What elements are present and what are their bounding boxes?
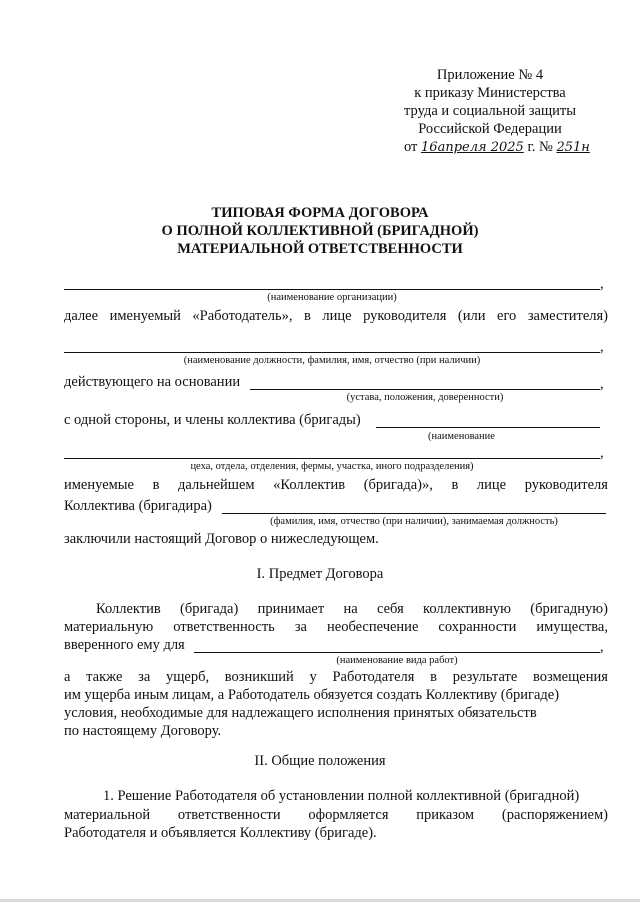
s1-row-3: вверенного ему для <box>64 637 185 653</box>
word: ответственности <box>177 807 281 823</box>
word: руководителя <box>363 308 447 324</box>
word: себя <box>377 601 404 617</box>
caption-name: (наименование <box>428 431 495 442</box>
appendix-number: Приложение № 4 <box>436 67 544 83</box>
page-bottom-edge <box>0 899 640 902</box>
appendix-ministry: труда и социальной защиты <box>404 103 576 119</box>
word: возникший <box>224 669 294 685</box>
word: в <box>451 477 459 493</box>
s1-row-1 <box>96 600 608 618</box>
s1-row-4 <box>64 668 608 686</box>
word: (или <box>457 308 486 324</box>
section-1-heading: I. Предмет Договора <box>256 566 384 582</box>
word: Коллектив <box>96 601 161 617</box>
s1-row-2 <box>64 618 608 636</box>
caption-basis: (устава, положения, доверенности) <box>346 392 504 403</box>
word: далее <box>64 308 99 324</box>
caption-organization: (наименование организации) <box>267 292 397 303</box>
s1-row-5: им ущерба иным лицам, а Работодатель обязуется создать Коллективу (бригаде) <box>64 687 560 703</box>
word: лице <box>476 477 507 493</box>
title-line-2: О ПОЛНОЙ КОЛЛЕКТИВНОЙ (БРИГАДНОЙ) <box>161 223 479 239</box>
word: за <box>294 619 307 635</box>
division-blank-line <box>64 458 600 459</box>
word: дальнейшем <box>178 477 255 493</box>
title-line-3: МАТЕРИАЛЬНОЙ ОТВЕТСТВЕННОСТИ <box>177 241 463 257</box>
section-2-heading: II. Общие положения <box>254 753 386 769</box>
s2-p1-row-1: 1. Решение Работодателя об установлении полной коллективной (бригадной) <box>103 788 580 804</box>
word: имущества, <box>536 619 608 635</box>
caption-fio: (фамилия, имя, отчество (при наличии), занимаемая должность) <box>270 516 558 527</box>
comma: , <box>600 639 604 655</box>
word: Работодателя <box>332 669 415 685</box>
word: а <box>64 669 71 685</box>
comma: , <box>600 276 604 292</box>
s2-p1-row-2 <box>64 806 608 824</box>
caption-division: цеха, отдела, отделения, фермы, участка, иного подразделения) <box>190 461 474 472</box>
word: в <box>152 477 160 493</box>
appendix-date-line <box>404 138 590 157</box>
word: лице <box>322 308 352 324</box>
word: возмещения <box>532 669 608 685</box>
caption-work: (наименование вида работ) <box>336 655 458 666</box>
word: на <box>343 601 358 617</box>
word: приказом <box>416 807 475 823</box>
word: у <box>309 669 317 685</box>
title-line-1: ТИПОВАЯ ФОРМА ДОГОВОРА <box>211 205 429 221</box>
handwritten-number: 251н <box>556 140 590 155</box>
word: за <box>138 669 151 685</box>
word: ответственность <box>173 619 275 635</box>
word: необеспечение <box>327 619 419 635</box>
word: также <box>86 669 123 685</box>
org-blank-line <box>64 289 600 290</box>
word: материальную <box>64 619 154 635</box>
basis-blank-line <box>250 389 600 390</box>
concluded-text: заключили настоящий Договор о нижеследующем. <box>64 531 379 547</box>
word: (бригада) <box>180 601 239 617</box>
word: (распоряжением) <box>501 807 608 823</box>
caption-position: (наименование должности, фамилия, имя, отчество (при наличии) <box>183 355 481 366</box>
word: результате <box>452 669 518 685</box>
word: в <box>304 308 311 324</box>
collective-head-label: Коллектива (бригадира) <box>64 498 212 514</box>
handwritten-date: 16апреля 2025 <box>421 140 524 155</box>
appendix-federation: Российской Федерации <box>418 121 562 137</box>
word: оформляется <box>308 807 389 823</box>
word: «Работодатель», <box>192 308 293 324</box>
appendix-order: к приказу Министерства <box>414 85 566 101</box>
year-suffix: г. № <box>527 139 553 155</box>
work-blank-line <box>194 652 600 653</box>
word: руководителя <box>524 477 608 493</box>
word: (бригада)», <box>363 477 433 493</box>
comma: , <box>600 445 604 461</box>
head-blank-line <box>222 513 606 514</box>
one-side-label: с одной стороны, и члены коллектива (бригады) <box>64 412 361 428</box>
hereinafter-row <box>64 307 608 325</box>
word: ущерб, <box>165 669 210 685</box>
word: именуемый <box>109 308 181 324</box>
word: его <box>497 308 517 324</box>
word: материальной <box>64 807 151 823</box>
word: в <box>430 669 438 685</box>
date-prefix: от <box>404 139 418 155</box>
word: коллективную <box>423 601 511 617</box>
word: (бригадную) <box>530 601 608 617</box>
acting-basis-label: действующего на основании <box>64 374 241 390</box>
word: сохранности <box>438 619 517 635</box>
comma: , <box>600 339 604 355</box>
word: «Коллектив <box>273 477 346 493</box>
position-blank-line <box>64 352 600 353</box>
comma: , <box>600 376 604 392</box>
s2-p1-row-3: Работодателя и объявляется Коллективу (бригаде). <box>64 825 377 841</box>
s1-row-6: условия, необходимые для надлежащего исполнения принятых обязательств <box>64 705 537 721</box>
s1-row-7: по настоящему Договору. <box>64 723 222 739</box>
word: заместителя) <box>527 308 608 324</box>
collective-name-blank-line <box>376 427 600 428</box>
word: принимает <box>257 601 325 617</box>
named-row <box>64 476 608 494</box>
word: именуемые <box>64 477 134 493</box>
